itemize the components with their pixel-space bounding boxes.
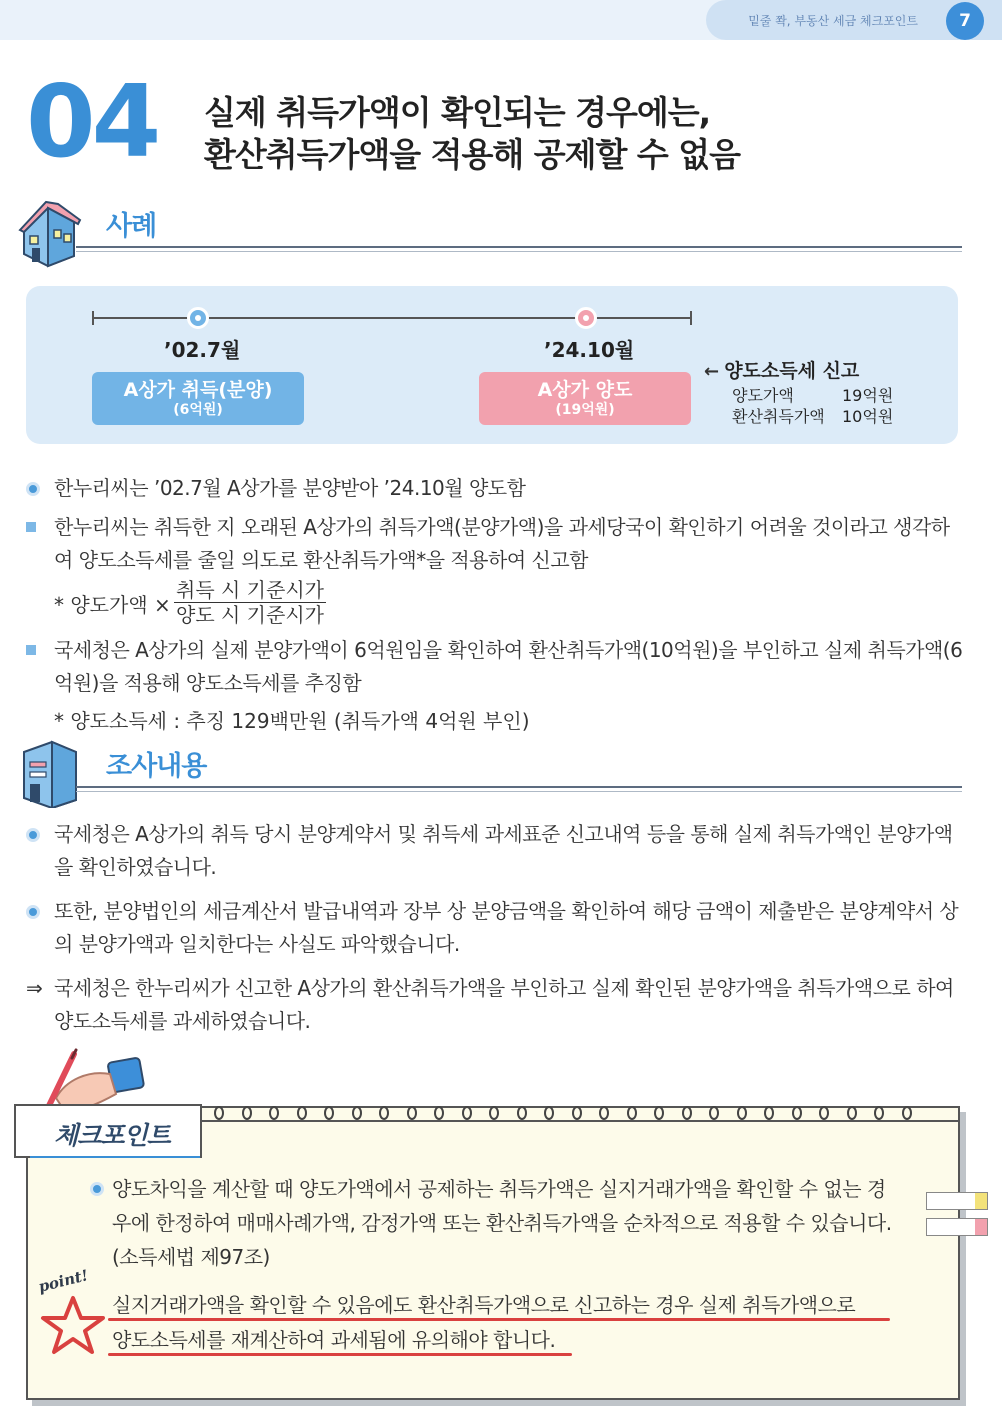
event-transfer-box — [479, 372, 691, 425]
ring-icon — [407, 1106, 417, 1120]
ring-icon — [737, 1106, 747, 1120]
timeline-dot-transfer — [575, 307, 597, 329]
timeline-tick — [690, 311, 692, 325]
red-underline — [108, 1318, 890, 1321]
ring-icon — [324, 1106, 334, 1120]
event-acquire-title: A상가 취득(분양) — [123, 379, 273, 401]
event-acquire-amount: (6억원) — [173, 402, 223, 418]
section-title-line1: 실제 취득가액이 확인되는 경우에는, — [204, 93, 711, 132]
divider — [76, 246, 962, 248]
date-transfer: ’24.10월 — [544, 338, 635, 362]
star-icon — [40, 1294, 106, 1356]
timeline-box — [26, 286, 958, 444]
report-row — [704, 385, 893, 406]
ring-icon — [544, 1106, 554, 1120]
ring-icon — [462, 1106, 472, 1120]
warning-line-1: 실지거래가액을 확인할 수 있음에도 환산취득가액으로 신고하는 경우 실제 취득가액으로 — [112, 1293, 856, 1317]
report-row — [704, 406, 893, 427]
case-paragraph-1: 한누리씨는 ’02.7월 A상가를 분양받아 ’24.10월 양도함 — [54, 476, 526, 500]
ring-icon — [297, 1106, 307, 1120]
side-tab-pink — [926, 1218, 988, 1236]
warning-line-2: 양도소득세를 재계산하여 과세됨에 유의해야 합니다. — [112, 1328, 556, 1352]
report-row-value: 19억원 — [842, 386, 894, 405]
investigation-heading: 조사내용 — [106, 751, 207, 782]
bullet-icon — [26, 905, 40, 919]
divider — [76, 251, 962, 252]
case-header — [18, 198, 962, 268]
event-transfer-amount: (19억원) — [555, 402, 615, 418]
point-label: point! — [36, 1266, 91, 1296]
bullet-icon — [26, 828, 40, 842]
formula-numerator: 취득 시 기준시가 — [176, 578, 324, 602]
bullet-icon — [26, 645, 36, 655]
house-icon — [18, 198, 82, 268]
report-row-key: 환산취득가액 — [732, 407, 825, 426]
case-heading: 사례 — [106, 211, 157, 242]
date-acquire: ’02.7월 — [164, 338, 241, 362]
divider — [76, 791, 962, 792]
ring-icon — [242, 1106, 252, 1120]
ring-icon — [819, 1106, 829, 1120]
divider — [76, 786, 962, 788]
event-acquire-box — [92, 372, 304, 425]
tax-note: * 양도소득세 : 추징 129백만원 (취득가액 4억원 부인) — [54, 709, 530, 733]
report-row-key: 양도가액 — [732, 386, 794, 405]
ring-icon — [352, 1106, 362, 1120]
ring-icon — [874, 1106, 884, 1120]
ring-icon — [682, 1106, 692, 1120]
formula-fraction — [174, 578, 326, 627]
ring-icon — [627, 1106, 637, 1120]
page-header — [0, 0, 1002, 40]
red-underline — [108, 1353, 572, 1356]
investigation-paragraph-2: 또한, 분양법인의 세금계산서 발급내역과 장부 상 분양금액을 확인하여 해당 금액이 제출받은 분양계약서 상의 분양가액과 일치한다는 사실도 파악했습니다. — [54, 899, 959, 956]
report-row-value: 10억원 — [842, 407, 894, 426]
page-number: 7 — [946, 2, 984, 40]
bullet-icon — [26, 522, 36, 532]
section-title-line2: 환산취득가액을 적용해 공제할 수 없음 — [204, 135, 741, 174]
timeline-line — [94, 317, 692, 319]
divider — [202, 1120, 960, 1122]
ring-icon — [489, 1106, 499, 1120]
left-arrow-icon: ← — [704, 361, 720, 382]
timeline-tick — [92, 311, 94, 325]
double-arrow-icon: ⇒ — [26, 976, 43, 1000]
section-title — [204, 92, 740, 176]
ring-icon — [764, 1106, 774, 1120]
section-number: 04 — [26, 63, 158, 180]
building-icon — [18, 738, 82, 808]
ring-icon — [269, 1106, 279, 1120]
ring-icon — [654, 1106, 664, 1120]
investigation-header — [18, 738, 962, 808]
ring-icon — [434, 1106, 444, 1120]
ring-icon — [379, 1106, 389, 1120]
checkpoint-tab — [14, 1104, 202, 1158]
divider — [30, 1156, 200, 1158]
case-paragraph-2: 한누리씨는 취득한 지 오래된 A상가의 취득가액(분양가액)을 과세당국이 확인하기 어려울 것이라고 생각하여 양도소득세를 줄일 의도로 환산취득가액*을 적용하여 신고함 — [54, 515, 950, 572]
investigation-paragraph-1: 국세청은 A상가의 취득 당시 분양계약서 및 취득세 과세표준 신고내역 등을 통해 실제 취득가액인 분양가액을 확인하였습니다. — [54, 822, 953, 879]
ring-icon — [902, 1106, 912, 1120]
case-paragraph-3: 국세청은 A상가의 실제 분양가액이 6억원임을 확인하여 환산취득가액(10억원)을 부인하고 실제 취득가액(6억원)을 적용해 양도소득세를 추징함 — [54, 638, 963, 695]
ring-icon — [709, 1106, 719, 1120]
bullet-icon — [26, 482, 40, 496]
formula-prefix: * 양도가액 × — [54, 593, 171, 617]
ring-icon — [517, 1106, 527, 1120]
timeline-dot-acquire — [187, 307, 209, 329]
formula-denominator: 양도 시 기준시가 — [176, 603, 324, 627]
event-transfer-title: A상가 양도 — [537, 379, 633, 401]
ring-icon — [599, 1106, 609, 1120]
ring-icon — [847, 1106, 857, 1120]
ring-icon — [214, 1106, 224, 1120]
tax-report-info — [704, 356, 893, 427]
side-tab-yellow — [926, 1192, 988, 1210]
checkpoint-text: 양도차익을 계산할 때 양도가액에서 공제하는 취득가액은 실지거래가액을 확인할 수 없는 경우에 한정하여 매매사례가액, 감정가액 또는 환산취득가액을 순차적으로 적용할 수 있습니다. (소득세법 제97조) — [112, 1177, 892, 1269]
investigation-conclusion: 국세청은 한누리씨가 신고한 A상가의 환산취득가액을 부인하고 실제 확인된 분양가액을 취득가액으로 하여 양도소득세를 과세하였습니다. — [54, 976, 954, 1033]
report-title: 양도소득세 신고 — [724, 360, 860, 382]
running-title: 밑줄 쫙, 부동산 세금 체크포인트 — [748, 14, 918, 28]
ring-icon — [792, 1106, 802, 1120]
ring-icon — [572, 1106, 582, 1120]
checkpoint-label: 체크포인트 — [54, 1121, 170, 1150]
bullet-icon — [90, 1182, 104, 1196]
